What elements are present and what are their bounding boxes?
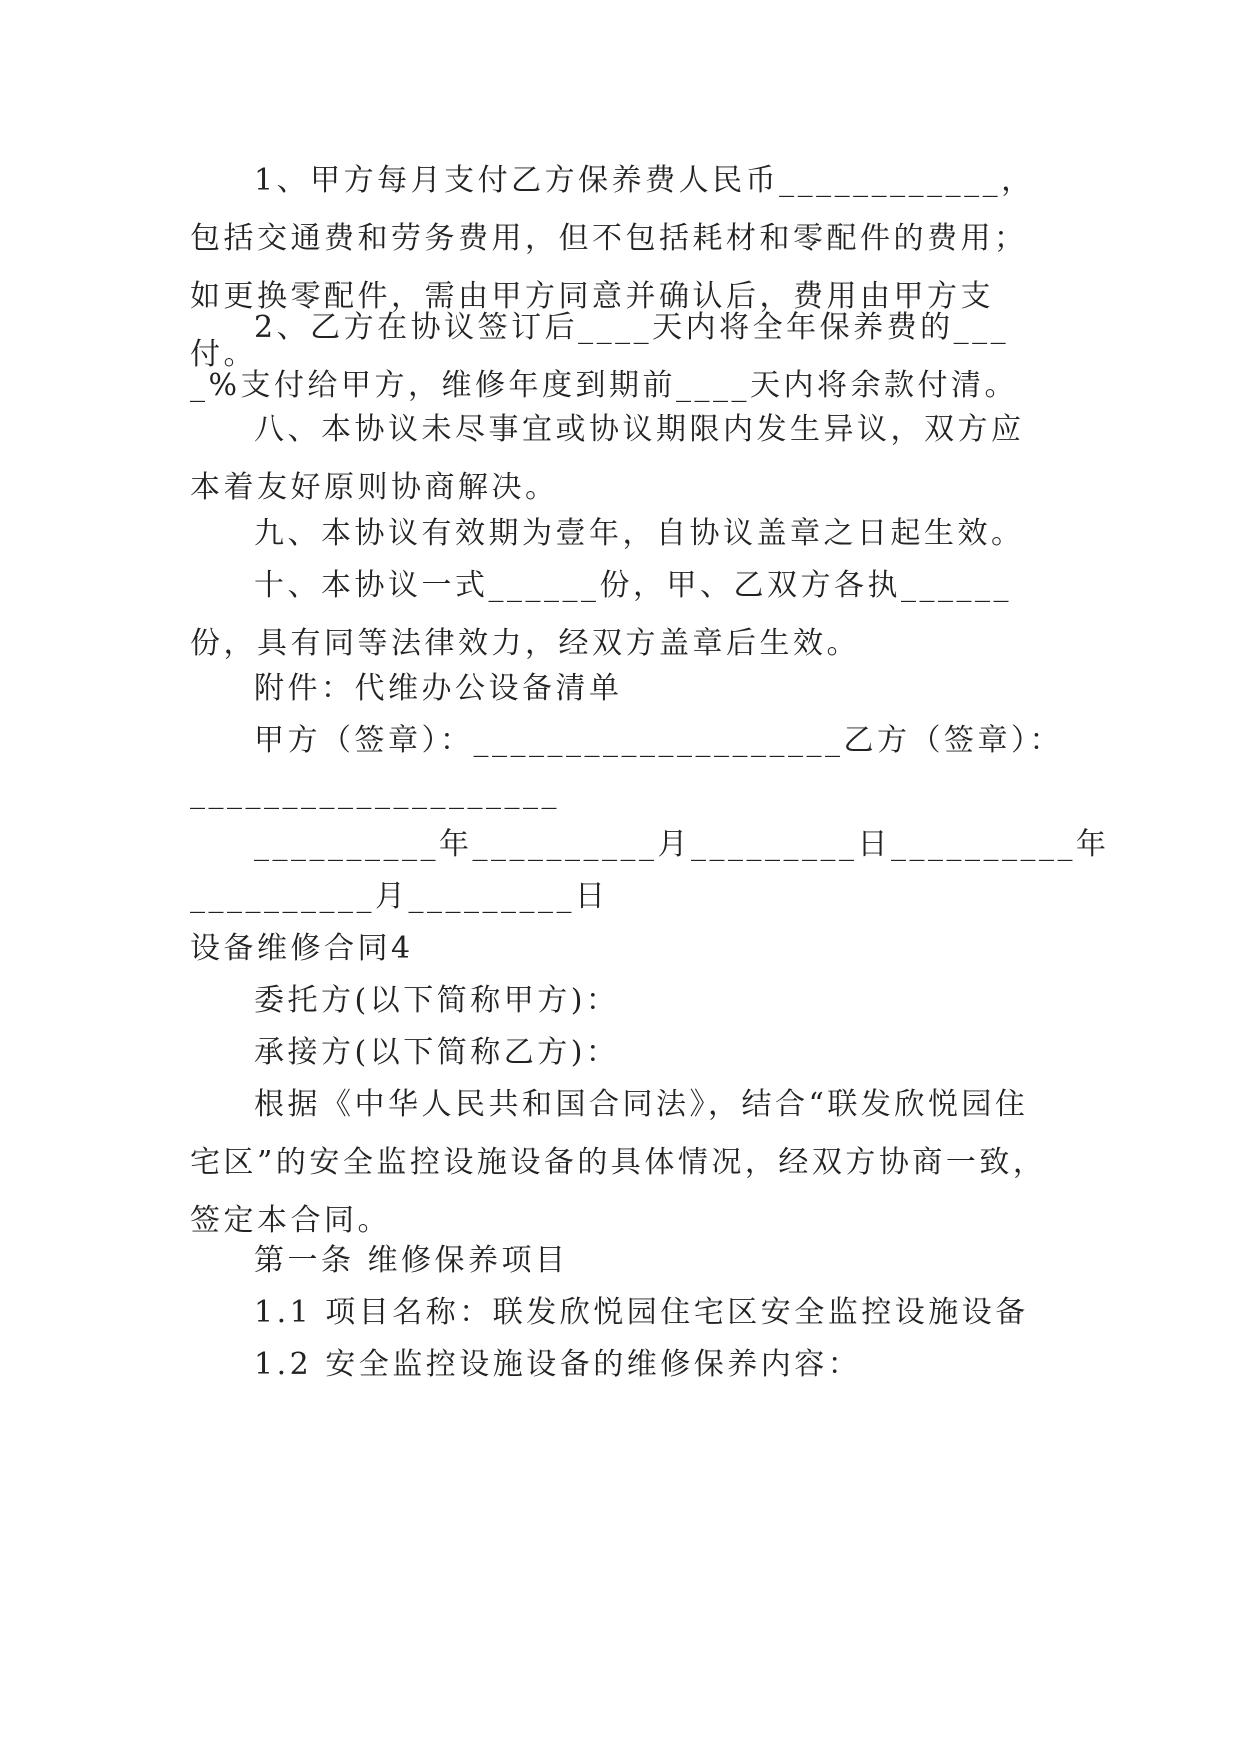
signature-line: 甲方（签章）：____________________乙方（签章）： xyxy=(254,723,1063,758)
date-line: __________年__________月_________日__________年 xyxy=(254,827,1110,862)
preamble: 根据《中华人民共和国合同法》，结合“联发欣悦园住宅区”的安全监控设施设备的具体情况，经双方协商一致，签定本合同。 xyxy=(190,1087,1047,1238)
item-1-2: 1.2 安全监控设施设备的维修保养内容： xyxy=(254,1347,862,1382)
client-party: 委托方(以下简称甲方)： xyxy=(254,983,620,1018)
signature-line-continued: ____________________ xyxy=(190,775,560,810)
contractor-party: 承接方(以下简称乙方)： xyxy=(254,1035,620,1070)
payment-clause-2: 2、乙方在协议签订后____天内将全年保养费的____%支付给甲方，维修年度到期前____天内将余款付清。 xyxy=(190,310,1019,403)
item-1-1: 1.1 项目名称：联发欣悦园住宅区安全监控设施设备 xyxy=(254,1295,1029,1330)
article-8: 八、本协议未尽事宜或协议期限内发生异议，双方应本着友好原则协商解决。 xyxy=(190,412,1025,505)
article-10: 十、本协议一式______份，甲、乙双方各执______份，具有同等法律效力，经双方盖章后生效。 xyxy=(190,568,1012,661)
attachment-line: 附件：代维办公设备清单 xyxy=(254,671,623,706)
article-9: 九、本协议有效期为壹年，自协议盖章之日起生效。 xyxy=(254,516,1025,551)
contract-heading: 设备维修合同4 xyxy=(190,931,414,966)
payment-clause-1: 1、甲方每月支付乙方保养费人民币____________，包括交通费和劳务费用，但不包括耗材和零配件的费用；如更换零配件，需由甲方同意并确认后，费用由甲方支付。 xyxy=(190,163,1035,372)
article-1-title: 第一条 维修保养项目 xyxy=(254,1243,569,1278)
date-line-continued: __________月_________日 xyxy=(190,879,609,914)
